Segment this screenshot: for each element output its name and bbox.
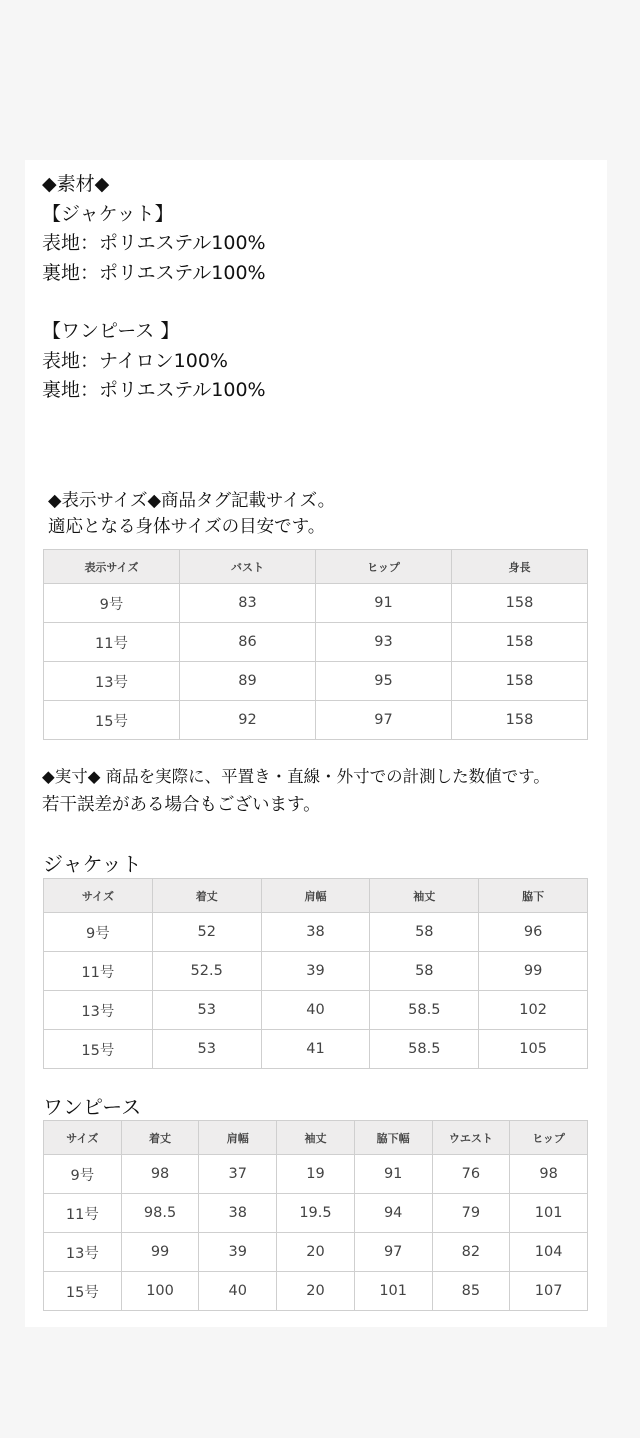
table-cell: 98.5 <box>121 1194 199 1233</box>
table-cell: 97 <box>316 701 452 740</box>
table-row <box>44 662 588 701</box>
table-cell: 83 <box>180 584 316 623</box>
table-cell: 101 <box>354 1272 432 1311</box>
table-cell: 158 <box>452 623 588 662</box>
column-header: サイズ <box>44 1121 122 1155</box>
size-note-line1: ◆表示サイズ◆商品タグ記載サイズ。 <box>48 491 336 511</box>
table-cell: 99 <box>479 952 588 991</box>
column-header: 身長 <box>452 550 588 584</box>
table-cell: 58 <box>370 913 479 952</box>
table-cell: 158 <box>452 584 588 623</box>
table-row <box>44 584 588 623</box>
table-cell: 98 <box>510 1155 588 1194</box>
table-cell: 94 <box>354 1194 432 1233</box>
table-cell: 52 <box>152 913 261 952</box>
table-cell: 52.5 <box>152 952 261 991</box>
table-cell: 13号 <box>44 1233 122 1272</box>
table-cell: 86 <box>180 623 316 662</box>
table-cell: 102 <box>479 991 588 1030</box>
actual-note-line2: 若干誤差がある場合もございます。 <box>42 795 321 815</box>
table-cell: 13号 <box>44 991 153 1030</box>
table-row <box>44 1233 588 1272</box>
table-cell: 40 <box>199 1272 277 1311</box>
table-header-row <box>44 879 588 913</box>
material-heading: ◆素材◆ <box>42 173 110 195</box>
table-row <box>44 1030 588 1069</box>
table-cell: 58.5 <box>370 1030 479 1069</box>
table-cell: 9号 <box>44 584 180 623</box>
table-cell: 13号 <box>44 662 180 701</box>
column-header: バスト <box>180 550 316 584</box>
table-cell: 85 <box>432 1272 510 1311</box>
column-header: サイズ <box>44 879 153 913</box>
table-cell: 38 <box>199 1194 277 1233</box>
table-cell: 91 <box>354 1155 432 1194</box>
table-cell: 97 <box>354 1233 432 1272</box>
table-cell: 58.5 <box>370 991 479 1030</box>
dress-title: ワンピース <box>43 1095 142 1119</box>
column-header: ウエスト <box>432 1121 510 1155</box>
actual-note-line1: ◆実寸◆ 商品を実際に、平置き・直線・外寸での計測した数値です。 <box>42 767 550 786</box>
jacket-outer-fabric: 表地：ポリエステル100% <box>42 232 266 254</box>
table-row <box>44 991 588 1030</box>
table-row <box>44 952 588 991</box>
table-cell: 79 <box>432 1194 510 1233</box>
table-cell: 20 <box>277 1233 355 1272</box>
table-cell: 11号 <box>44 623 180 662</box>
table-cell: 158 <box>452 701 588 740</box>
table-header-row <box>44 550 588 584</box>
body-size-table <box>43 549 588 740</box>
table-cell: 11号 <box>44 952 153 991</box>
table-cell: 9号 <box>44 913 153 952</box>
column-header: 脇下幅 <box>354 1121 432 1155</box>
table-cell: 93 <box>316 623 452 662</box>
table-cell: 39 <box>261 952 370 991</box>
jacket-material-title: 【ジャケット】 <box>42 202 174 225</box>
table-cell: 40 <box>261 991 370 1030</box>
size-note <box>48 488 335 540</box>
actual-size-note <box>42 762 550 820</box>
table-cell: 91 <box>316 584 452 623</box>
table-cell: 95 <box>316 662 452 701</box>
table-row <box>44 623 588 662</box>
table-cell: 9号 <box>44 1155 122 1194</box>
table-cell: 82 <box>432 1233 510 1272</box>
table-cell: 41 <box>261 1030 370 1069</box>
column-header: 肩幅 <box>261 879 370 913</box>
table-cell: 101 <box>510 1194 588 1233</box>
table-cell: 96 <box>479 913 588 952</box>
column-header: 着丈 <box>152 879 261 913</box>
table-cell: 92 <box>180 701 316 740</box>
table-cell: 53 <box>152 991 261 1030</box>
table-cell: 158 <box>452 662 588 701</box>
table-row <box>44 701 588 740</box>
column-header: 袖丈 <box>277 1121 355 1155</box>
table-cell: 20 <box>277 1272 355 1311</box>
table-cell: 39 <box>199 1233 277 1272</box>
product-details-panel <box>25 160 607 1327</box>
table-cell: 98 <box>121 1155 199 1194</box>
table-cell: 53 <box>152 1030 261 1069</box>
jacket-lining-fabric: 裏地：ポリエステル100% <box>42 261 266 284</box>
table-cell: 15号 <box>44 1272 122 1311</box>
dress-lining-fabric: 裏地：ポリエステル100% <box>42 379 266 401</box>
table-header-row <box>44 1121 588 1155</box>
table-cell: 15号 <box>44 1030 153 1069</box>
table-cell: 19 <box>277 1155 355 1194</box>
table-cell: 58 <box>370 952 479 991</box>
table-cell: 11号 <box>44 1194 122 1233</box>
table-cell: 37 <box>199 1155 277 1194</box>
material-section <box>42 170 266 406</box>
table-cell: 89 <box>180 662 316 701</box>
jacket-title: ジャケット <box>43 852 142 876</box>
jacket-size-table <box>43 878 588 1069</box>
column-header: 着丈 <box>121 1121 199 1155</box>
table-cell: 100 <box>121 1272 199 1311</box>
column-header: ヒップ <box>316 550 452 584</box>
column-header: 袖丈 <box>370 879 479 913</box>
column-header: ヒップ <box>510 1121 588 1155</box>
table-cell: 105 <box>479 1030 588 1069</box>
column-header: 表示サイズ <box>44 550 180 584</box>
table-cell: 38 <box>261 913 370 952</box>
table-cell: 76 <box>432 1155 510 1194</box>
column-header: 脇下 <box>479 879 588 913</box>
table-row <box>44 1272 588 1311</box>
table-cell: 19.5 <box>277 1194 355 1233</box>
table-cell: 107 <box>510 1272 588 1311</box>
table-row <box>44 1194 588 1233</box>
dress-size-table <box>43 1120 588 1311</box>
table-row <box>44 913 588 952</box>
dress-material-title: 【ワンピース 】 <box>42 320 180 342</box>
size-note-line2: 適応となる身体サイズの目安です。 <box>48 517 326 537</box>
table-row <box>44 1155 588 1194</box>
dress-outer-fabric: 表地：ナイロン100% <box>42 349 228 372</box>
column-header: 肩幅 <box>199 1121 277 1155</box>
table-cell: 15号 <box>44 701 180 740</box>
table-cell: 99 <box>121 1233 199 1272</box>
table-cell: 104 <box>510 1233 588 1272</box>
